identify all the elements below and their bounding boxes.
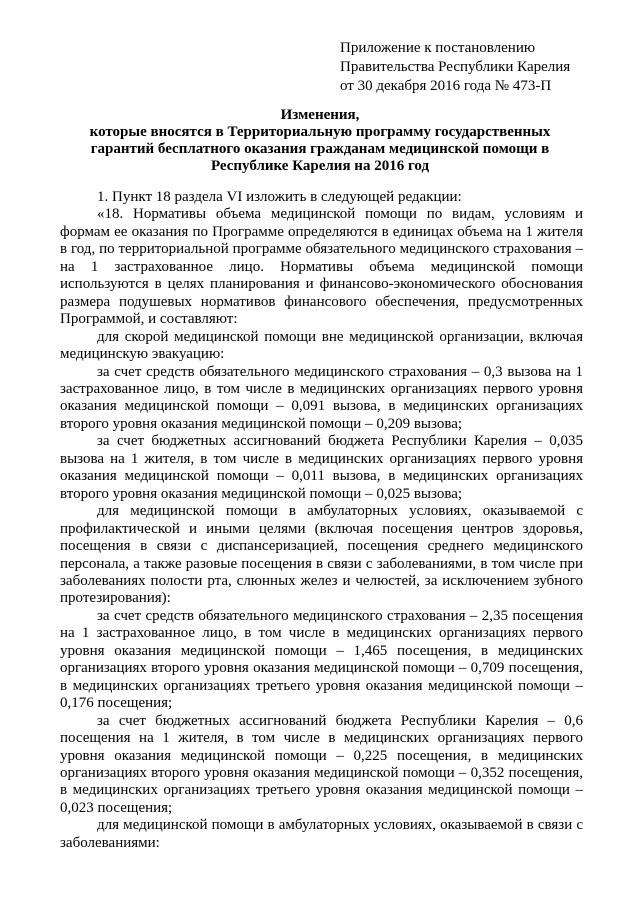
body-paragraph: «18. Нормативы объема медицинской помощи по видам, условиям и формам ее оказания по Программе определяются в единицах объема на 1 жителя в год, по территориальной программе обязательного медицинского страхования – на 1 застрахованное лицо. Нормативы объема медицинской помощи используются в целях планирования и финансово-экономического обоснования размера подушевых нормативов финансового обеспечения, предусмотренных Программой, и составляют: bbox=[60, 206, 583, 328]
document-body bbox=[60, 189, 583, 852]
title-line: Изменения, bbox=[280, 107, 360, 123]
body-paragraph: для скорой медицинской помощи вне медицинской организации, включая медицинскую эвакуацию: bbox=[60, 328, 583, 363]
approval-header bbox=[340, 39, 610, 96]
body-paragraph: за счет бюджетных ассигнований бюджета Республики Карелия – 0,035 вызова на 1 жителя, в том числе в медицинских организациях первого уровня оказания медицинской помощи – 0,011 вызова, в медицинских организациях второго уровня оказания медицинской помощи – 0,025 вызова; bbox=[60, 433, 583, 502]
approval-header-line: от 30 декабря 2016 года № 473-П bbox=[340, 78, 552, 94]
body-paragraph: за счет бюджетных ассигнований бюджета Республики Карелия – 0,6 посещения на 1 жителя, в том числе в медицинских организациях первого уровня оказания медицинской помощи – 0,225 посещения, в медицинских организациях второго уровня оказания медицинской помощи – 0,352 посещения, в медицинских организациях третьего уровня оказания медицинской помощи – 0,023 посещения; bbox=[60, 712, 583, 816]
body-paragraph: для медицинской помощи в амбулаторных условиях, оказываемой в связи с заболеваниями: bbox=[60, 817, 583, 851]
title-line: гарантий бесплатного оказания гражданам медицинской помощи в bbox=[90, 141, 550, 157]
approval-header-line: Правительства Республики Карелия bbox=[340, 59, 571, 75]
body-paragraph: за счет средств обязательного медицинского страхования – 0,3 вызова на 1 застрахованное лицо, в том числе в медицинских организациях первого уровня оказания медицинской помощи – 0,091 вызова, в медицинских организациях второго уровня оказания медицинской помощи – 0,209 вызова; bbox=[60, 363, 583, 432]
body-paragraph: для медицинской помощи в амбулаторных условиях, оказываемой с профилактической и иными целями (включая посещения центров здоровья, посещения в связи с диспансеризацией, посещения среднего медицинского персонала, а также разовые посещения в связи с заболеваниями, в том числе при заболеваниях полости рта, слюнных желез и челюстей, за исключением зубного протезирования): bbox=[60, 503, 583, 607]
body-paragraph: за счет средств обязательного медицинского страхования – 2,35 посещения на 1 застрахованное лицо, в том числе в медицинских организациях первого уровня оказания медицинской помощи – 1,465 посещения, в медицинских организациях второго уровня оказания медицинской помощи – 0,709 посещения, в медицинских организациях третьего уровня оказания медицинской помощи – 0,176 посещения; bbox=[60, 607, 583, 712]
approval-header-line: Приложение к постановлению bbox=[340, 40, 536, 56]
document-title bbox=[60, 107, 580, 175]
body-paragraph: 1. Пункт 18 раздела VI изложить в следующей редакции: bbox=[97, 189, 462, 205]
title-line: которые вносятся в Территориальную программу государственных bbox=[89, 124, 551, 140]
title-line: Республике Карелия на 2016 год bbox=[210, 158, 430, 174]
